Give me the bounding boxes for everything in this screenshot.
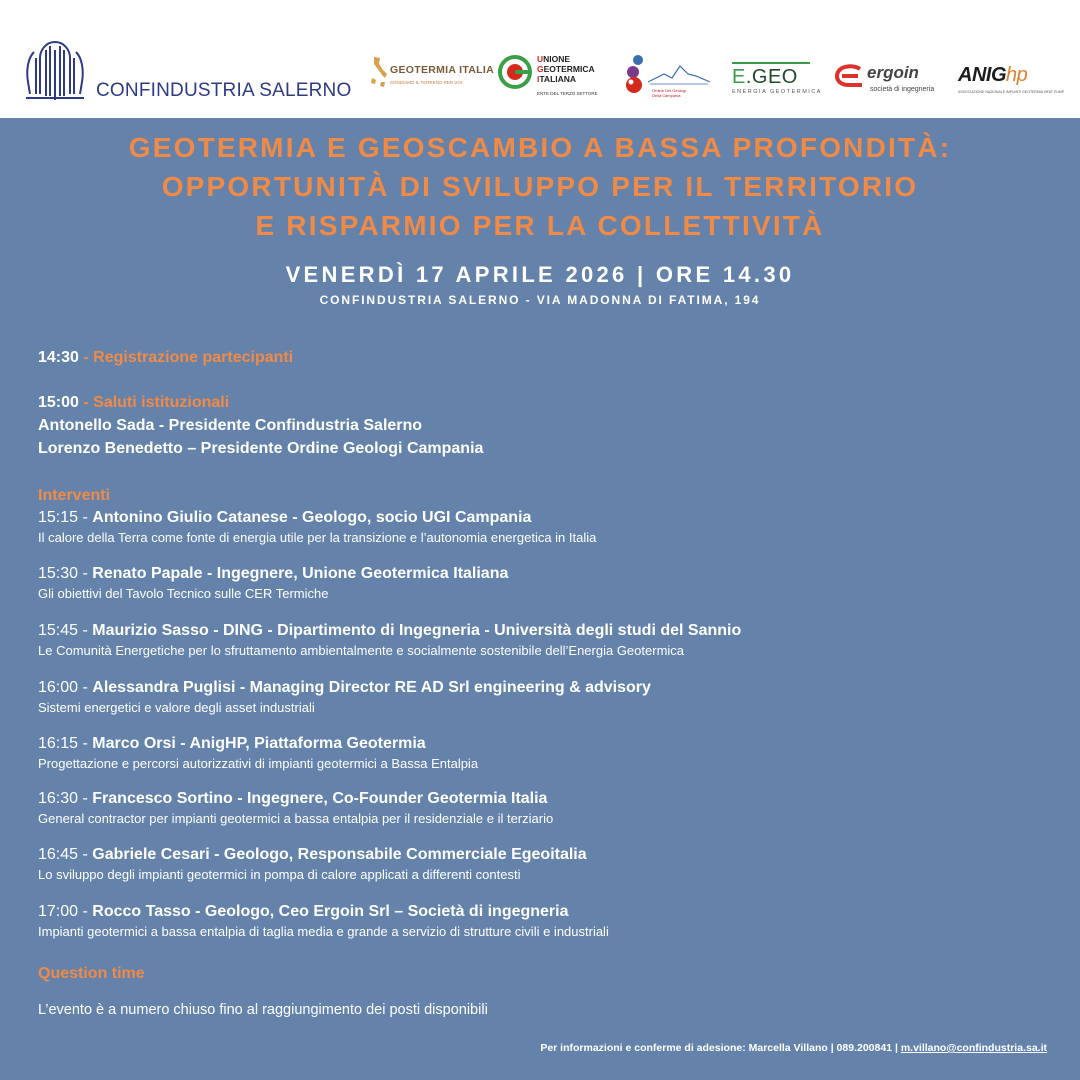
title-line-1: GEOTERMIA E GEOSCAMBIO A BASSA PROFONDITÀ: <box>128 132 952 163</box>
ergoin-logo[interactable] <box>834 50 938 100</box>
talk-topic: Progettazione e percorsi autorizzativi di impianti geotermici a Bassa Entalpia <box>38 756 479 771</box>
talk-item: 17:00 - Rocco Tasso - Geologo, Ceo Ergoin Srl – Società di ingegneria Impianti geotermici a bassa entalpia di taglia media e grande a servizio di strutture civili e industriali <box>38 900 1058 941</box>
talk-speaker: Rocco Tasso - Geologo, Ceo Ergoin Srl – Società di ingegneria <box>92 903 569 920</box>
ugi-ring-icon <box>497 54 533 90</box>
talk-item: 15:30 - Renato Papale - Ingegnere, Unione Geotermica Italiana Gli obiettivi del Tavolo Tecnico sulle CER Termiche <box>38 562 1058 603</box>
talk-speaker: Maurizio Sasso - DING - Dipartimento di Ingegneria - Università degli studi del Sannio <box>92 622 742 639</box>
ordine-geologi-logo[interactable] <box>620 50 715 100</box>
talk-topic: Impianti geotermici a bassa entalpia di taglia media e grande a servizio di strutture civili e industriali <box>38 924 609 939</box>
question-time: Question time <box>38 965 145 982</box>
ugi-tagline: ENTE DEL TERZO SETTORE <box>537 91 598 96</box>
greetings-speaker: Antonello Sada - Presidente Confindustria Salerno <box>38 417 423 434</box>
talk-speaker: Francesco Sortino - Ingegnere, Co-Founder Geotermia Italia <box>92 790 548 807</box>
anighp-name: ANIGhp <box>958 64 1028 86</box>
talk-item: 15:45 - Maurizio Sasso - DING - Dipartimento di Ingegneria - Università degli studi del Sannio Le Comunità Energetiche per lo sfruttamento ambientalmente e socialmente sostenibile dell’Energia Geotermica <box>38 619 1058 660</box>
talk-item: 16:00 - Alessandra Puglisi - Managing Director RE AD Srl engineering & advisory Sistemi energetici e valore degli asset industriali <box>38 676 1058 717</box>
event-date: VENERDÌ 17 APRILE 2026 | ORE 14.30 <box>285 262 795 287</box>
talk-topic: Sistemi energetici e valore degli asset industriali <box>38 700 315 715</box>
contact-info: Per informazioni e conferme di adesione: Marcella Villano | 089.200841 | <box>540 1042 901 1054</box>
event-place: CONFINDUSTRIA SALERNO - VIA MADONNA DI FATIMA, 194 <box>319 293 761 307</box>
talk-item: 16:30 - Francesco Sortino - Ingegnere, Co-Founder Geotermia Italia General contractor per impianti geotermici a bassa entalpia per il residenziale e il terziario <box>38 787 1058 828</box>
greetings-speaker: Lorenzo Benedetto – Presidente Ordine Geologi Campania <box>38 440 484 457</box>
italy-map-icon <box>370 56 388 88</box>
talks-heading: Interventi <box>38 487 111 504</box>
talk-item: 16:45 - Gabriele Cesari - Geologo, Responsabile Commerciale Egeoitalia Lo sviluppo degli impianti geotermici in pompa di calore applicati a differenti contesti <box>38 843 1058 884</box>
greetings-block: 15:00 - Saluti istituzionali Antonello Sada - Presidente Confindustria Salerno Lorenzo Benedetto – Presidente Ordine Geologi Campania <box>38 391 1058 460</box>
registration-label: Registrazione partecipanti <box>93 349 294 366</box>
event-title <box>0 128 1080 245</box>
greetings-time: 15:00 <box>38 394 79 411</box>
ugi-logo[interactable] <box>497 50 607 100</box>
registration-time: 14:30 <box>38 349 79 366</box>
talk-topic: Lo sviluppo degli impianti geotermici in pompa di calore applicati a differenti contesti <box>38 867 521 882</box>
ergoin-name: ergoin <box>867 63 919 82</box>
talk-item: 15:15 - Antonino Giulio Catanese - Geologo, socio UGI Campania Il calore della Terra come fonte di energia utile per la transizione e l’autonomia energetica in Italia <box>38 506 1058 547</box>
talk-topic: Gli obiettivi del Tavolo Tecnico sulle CER Termiche <box>38 586 329 601</box>
egeo-logo[interactable] <box>732 50 822 100</box>
contact-footer <box>540 1042 1047 1054</box>
ergoin-tagline: società di ingegneria <box>870 86 935 93</box>
talk-topic: General contractor per impianti geotermici a bassa entalpia per il residenziale e il terziario <box>38 811 554 826</box>
talk-topic: Il calore della Terra come fonte di energia utile per la transizione e l’autonomia energetica in Italia <box>38 530 597 545</box>
event-note: L’evento è a numero chiuso fino al raggiungimento dei posti disponibili <box>38 1002 488 1018</box>
geotermia-italia-tagline: SONDIAMO IL TERRENO PER VOI <box>390 80 463 85</box>
greetings-label: Saluti istituzionali <box>93 394 230 411</box>
contact-email-link[interactable]: m.villano@confindustria.sa.it <box>900 1042 1047 1054</box>
geotermia-italia-name: GEOTERMIA ITALIA <box>390 64 494 76</box>
ugi-name: UNIONE GEOTERMICA ITALIANA <box>537 54 595 84</box>
ordine-geologi-name: Ordine Dei Geologi Della Campania <box>652 88 687 98</box>
talk-speaker: Alessandra Puglisi - Managing Director RE AD Srl engineering & advisory <box>92 679 651 696</box>
brand-name: CONFINDUSTRIA SALERNO <box>96 80 352 101</box>
talk-speaker: Antonino Giulio Catanese - Geologo, socio UGI Campania <box>92 509 532 526</box>
confindustria-eagle-icon <box>22 36 88 102</box>
talk-speaker: Marco Orsi - AnigHP, Piattaforma Geotermia <box>92 735 426 752</box>
egeo-tagline: ENERGIA GEOTERMICA <box>732 89 822 95</box>
talk-speaker: Gabriele Cesari - Geologo, Responsabile Commerciale Egeoitalia <box>92 846 587 863</box>
talk-topic: Le Comunità Energetiche per lo sfruttamento ambientalmente e socialmente sostenibile dell’Energia Geotermica <box>38 643 685 658</box>
anighp-tagline: ASSOCIAZIONE NAZIONALE IMPIANTI GEOTERMIA HEAT PUMP <box>958 90 1065 94</box>
ergoin-mark-icon <box>834 64 866 88</box>
title-line-2: OPPORTUNITÀ DI SVILUPPO PER IL TERRITORIO <box>161 171 919 202</box>
talk-item: 16:15 - Marco Orsi - AnigHP, Piattaforma Geotermia Progettazione e percorsi autorizzativi di impianti geotermici a Bassa Entalpia <box>38 732 1058 773</box>
egeo-bar <box>732 62 810 64</box>
talk-speaker: Renato Papale - Ingegnere, Unione Geotermica Italiana <box>92 565 509 582</box>
geotermia-italia-logo[interactable] <box>370 50 494 100</box>
egeo-name: E.GEO <box>732 66 798 88</box>
registration-row: 14:30 - Registrazione partecipanti <box>38 349 294 366</box>
header-band <box>0 0 1080 118</box>
title-line-3: E RISPARMIO PER LA COLLETTIVITÀ <box>255 210 825 241</box>
anighp-logo[interactable] <box>958 50 1065 100</box>
